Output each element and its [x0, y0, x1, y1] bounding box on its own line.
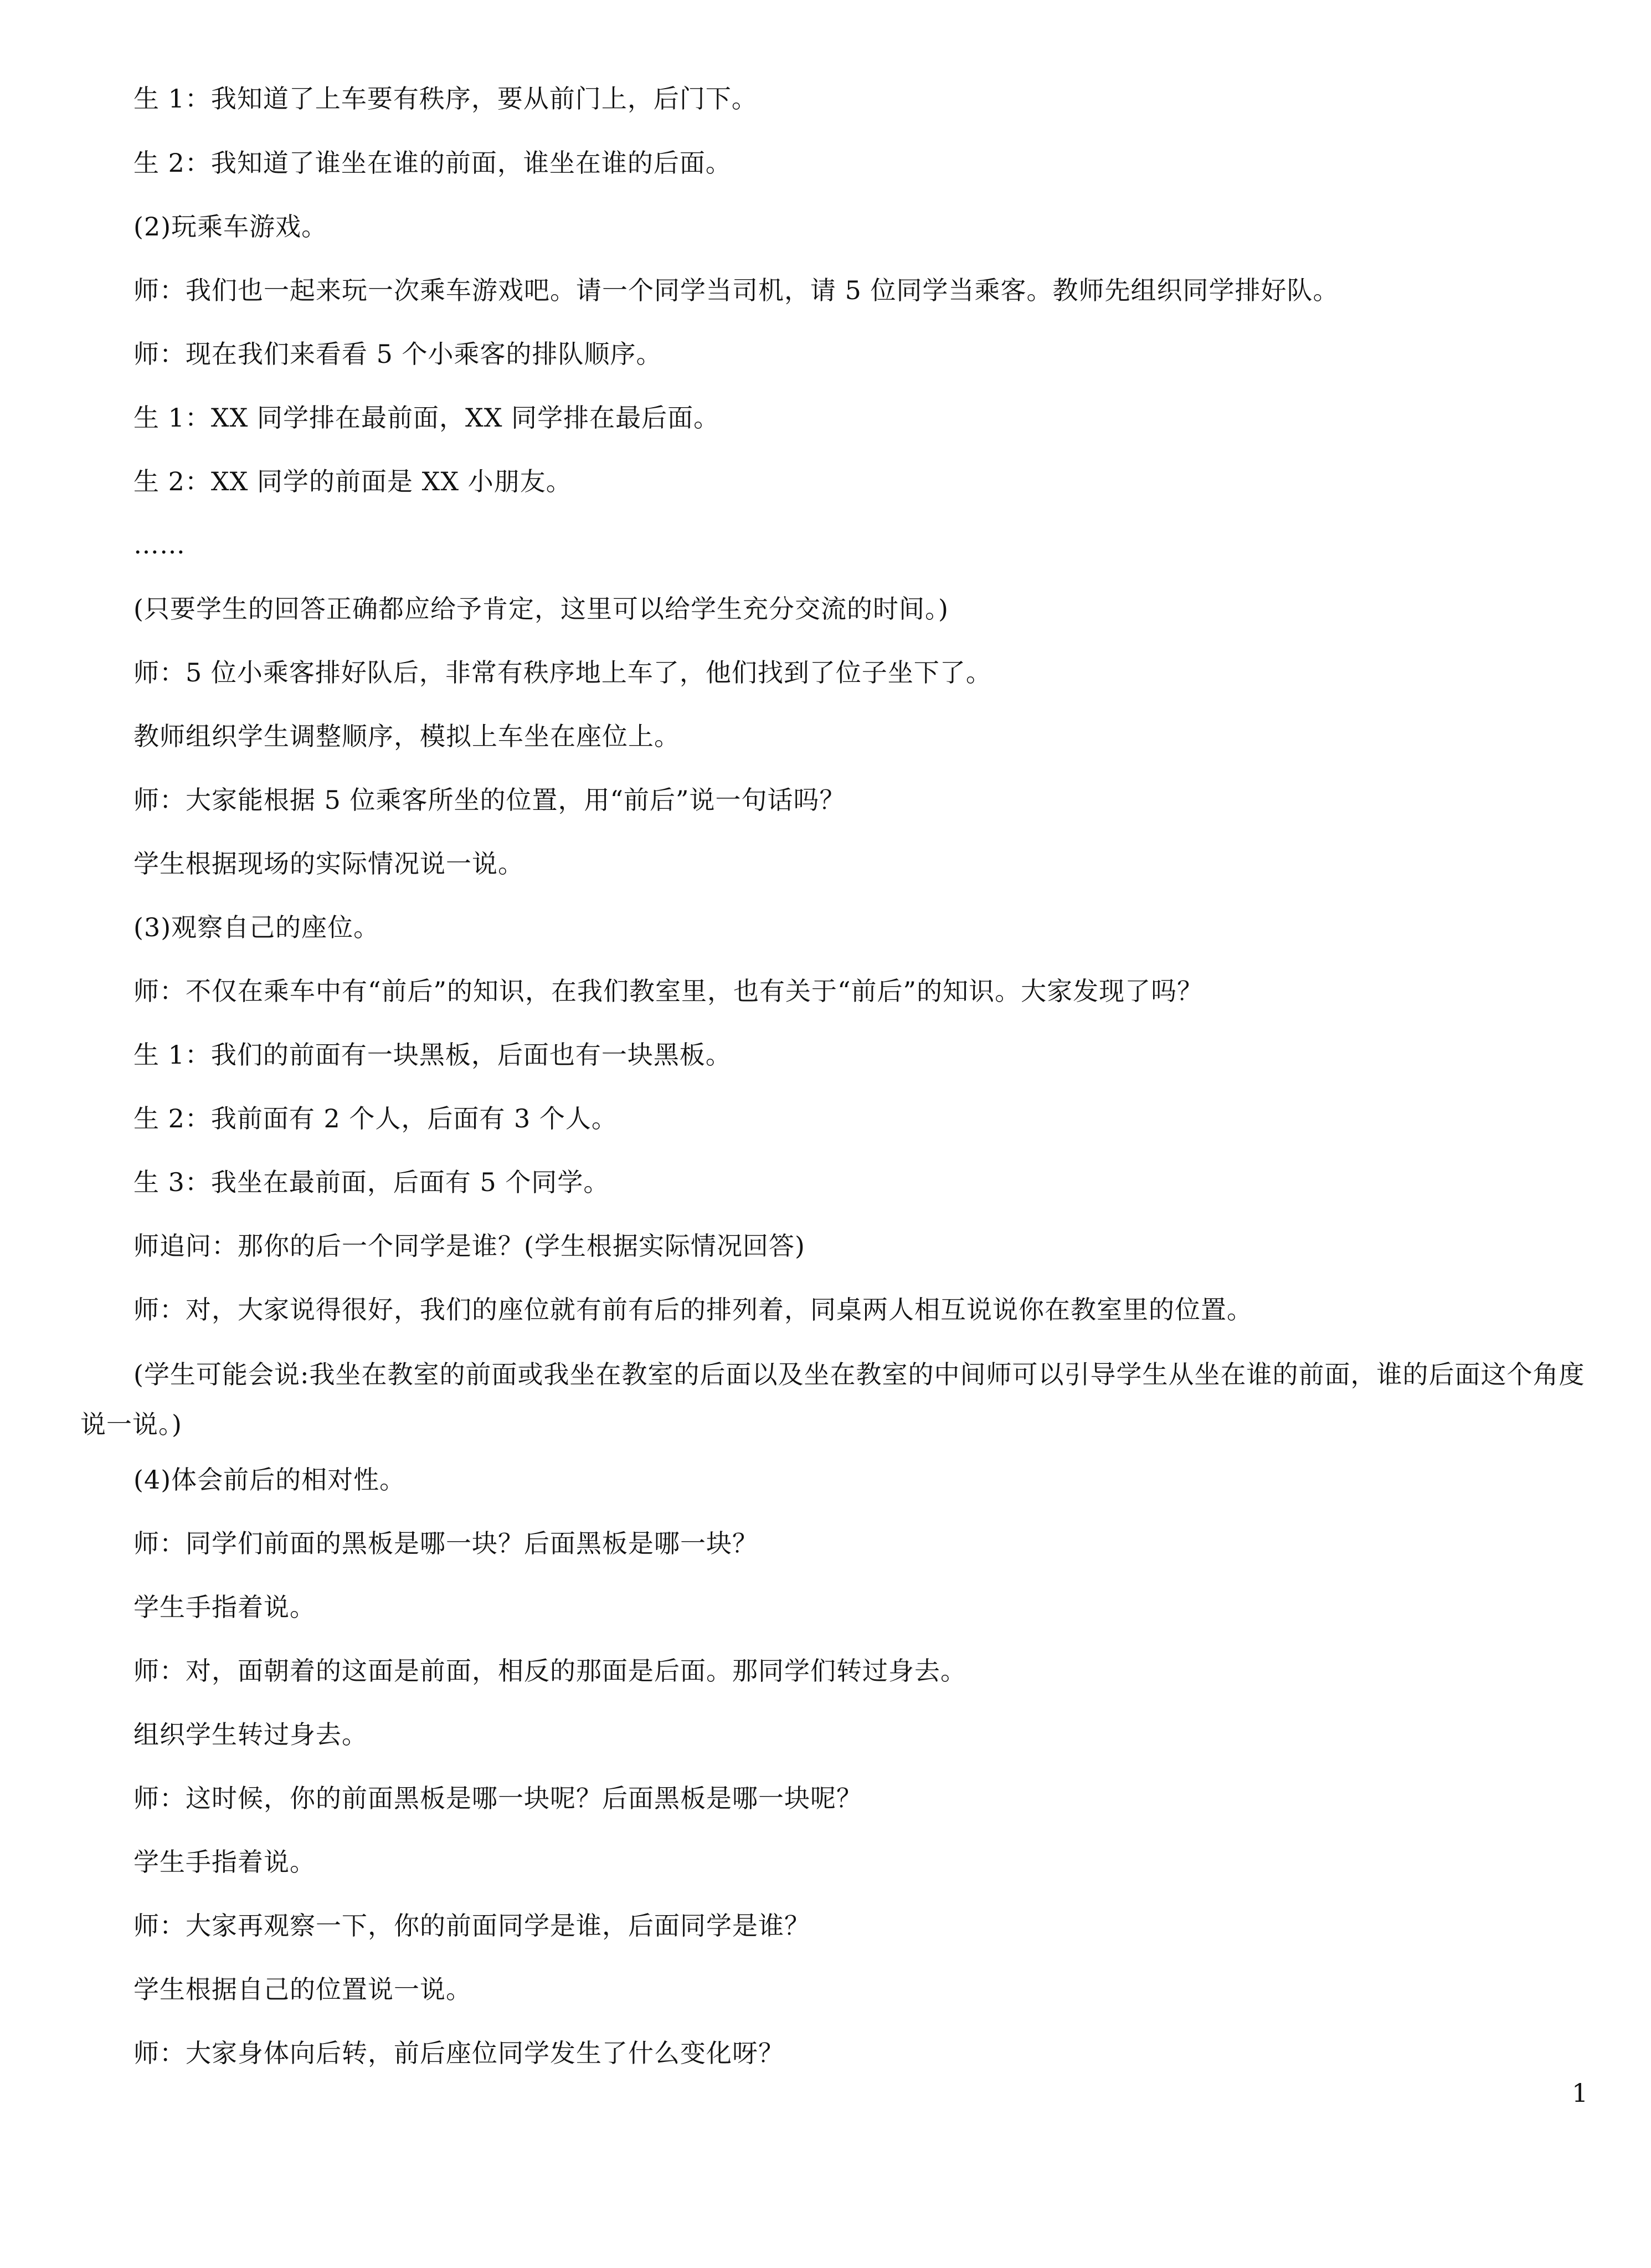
- paragraph-10: 师：5 位小乘客排好队后，非常有秩序地上车了，他们找到了位子坐下了。: [133, 658, 992, 687]
- paragraph-6: 生 1：XX 同学排在最前面，XX 同学排在最后面。: [133, 403, 720, 433]
- paragraph-28: 学生手指着说。: [133, 1847, 316, 1877]
- paragraph-20: 师：对，大家说得很好，我们的座位就有前有后的排列着，同桌两人相互说说你在教室里的位置。: [133, 1295, 1253, 1325]
- paragraph-27: 师：这时候，你的前面黑板是哪一块呢？后面黑板是哪一块呢？: [133, 1783, 862, 1813]
- paragraph-15: 师：不仅在乘车中有“前后”的知识，在我们教室里，也有关于“前后”的知识。大家发现了吗？: [133, 976, 1203, 1006]
- paragraph-18: 生 3：我坐在最前面，后面有 5 个同学。: [133, 1167, 610, 1197]
- paragraph-22: (4)体会前后的相对性。: [133, 1465, 406, 1495]
- paragraph-11: 教师组织学生调整顺序，模拟上车坐在座位上。: [133, 721, 680, 751]
- paragraph-4: 师：我们也一起来玩一次乘车游戏吧。请一个同学当司机，请 5 位同学当乘客。教师先组织同学排好队。: [133, 275, 1339, 305]
- paragraph-26: 组织学生转过身去。: [133, 1720, 368, 1749]
- paragraph-31: 师：大家身体向后转，前后座位同学发生了什么变化呀？: [133, 2038, 784, 2068]
- paragraph-5: 师：现在我们来看看 5 个小乘客的排队顺序。: [133, 339, 662, 369]
- paragraph-25: 师：对，面朝着的这面是前面，相反的那面是后面。那同学们转过身去。: [133, 1656, 966, 1686]
- paragraph-30: 学生根据自己的位置说一说。: [133, 1974, 472, 2004]
- paragraph-29: 师：大家再观察一下，你的前面同学是谁，后面同学是谁？: [133, 1911, 810, 1941]
- paragraph-21-wrapped: (学生可能会说:我坐在教室的前面或我坐在教室的后面以及坐在教室的中间师可以引导学生从坐在谁的前面，谁的后面这个角度说一说。): [80, 1359, 1585, 1439]
- paragraph-7: 生 2：XX 同学的前面是 XX 小朋友。: [133, 466, 572, 496]
- paragraph-12: 师：大家能根据 5 位乘客所坐的位置，用“前后”说一句话吗？: [133, 785, 846, 815]
- paragraph-19: 师追问：那你的后一个同学是谁？(学生根据实际情况回答): [133, 1231, 805, 1261]
- paragraph-23: 师：同学们前面的黑板是哪一块？后面黑板是哪一块？: [133, 1528, 758, 1558]
- paragraph-16: 生 1：我们的前面有一块黑板，后面也有一块黑板。: [133, 1040, 732, 1070]
- paragraph-9: (只要学生的回答正确都应给予肯定，这里可以给学生充分交流的时间。): [133, 594, 949, 624]
- paragraph-14: (3)观察自己的座位。: [133, 912, 380, 942]
- paragraph-1: 生 1：我知道了上车要有秩序，要从前门上，后门下。: [133, 84, 758, 114]
- paragraph-2: 生 2：我知道了谁坐在谁的前面，谁坐在谁的后面。: [133, 148, 732, 178]
- paragraph-17: 生 2：我前面有 2 个人，后面有 3 个人。: [133, 1104, 618, 1133]
- paragraph-3: (2)玩乘车游戏。: [133, 212, 328, 242]
- paragraph-8-ellipsis: ……: [133, 530, 186, 560]
- paragraph-13: 学生根据现场的实际情况说一说。: [133, 849, 524, 879]
- paragraph-24: 学生手指着说。: [133, 1592, 316, 1622]
- page-number: 1: [1572, 2078, 1588, 2108]
